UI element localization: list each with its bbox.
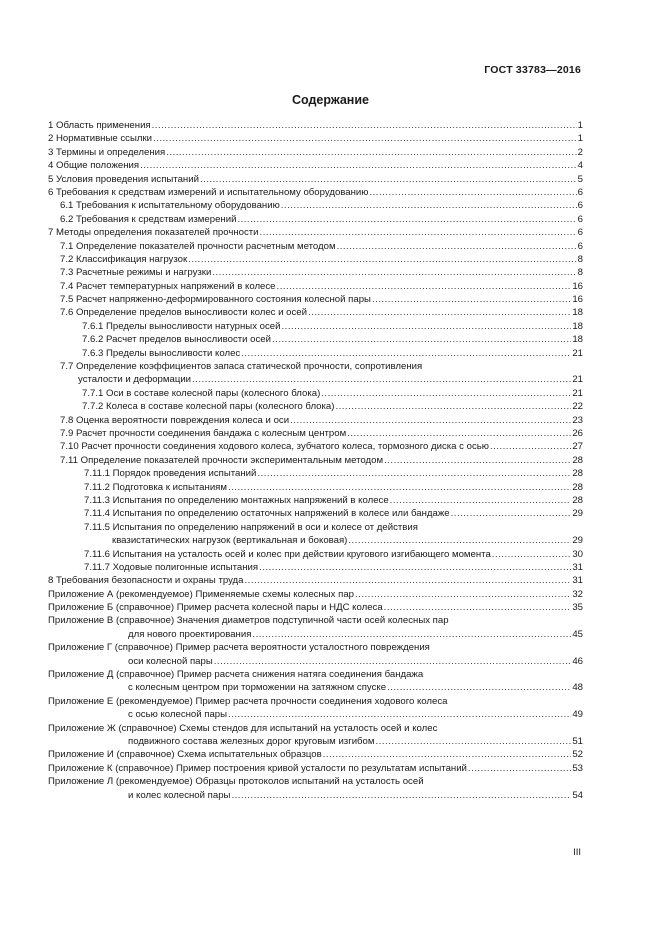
page-number: III [573, 847, 581, 858]
toc-entry-title: 7.1 Определение показателей прочности расчетным методом [60, 240, 336, 252]
toc-entry[interactable] [48, 548, 583, 561]
toc-leader-dots [166, 146, 576, 159]
toc-entry-title: квазистатических нагрузок (вертикальная и боковая) [112, 535, 348, 547]
toc-entry-page: 28 [572, 481, 583, 493]
toc-entry-page: 6 [577, 227, 583, 239]
toc-entry[interactable] [48, 119, 583, 132]
toc-entry[interactable] [48, 668, 583, 681]
toc-entry-title: 7.11.4 Испытания по определению остаточных напряжений в колесе или бандаже [84, 508, 450, 520]
toc-leader-dots [252, 628, 571, 641]
toc-entry-page: 2 [577, 146, 583, 158]
toc-entry-page: 51 [572, 735, 583, 747]
toc-entry[interactable] [48, 266, 583, 279]
toc-leader-dots [152, 119, 577, 132]
toc-leader-dots [192, 373, 571, 386]
toc-entry-page: 26 [572, 427, 583, 439]
toc-entry[interactable] [48, 534, 583, 547]
toc-entry[interactable] [48, 708, 583, 721]
toc-entry[interactable] [48, 240, 583, 253]
toc-entry-title: Приложение Б (справочное) Пример расчета колесной пары и НДС колеса [48, 602, 383, 614]
toc-entry-title: 7.3 Расчетные режимы и нагрузки [60, 267, 212, 279]
toc-leader-dots [384, 454, 571, 467]
toc-entry[interactable] [48, 320, 583, 333]
toc-leader-dots [384, 601, 572, 614]
toc-entry-page: 4 [577, 160, 583, 172]
toc-entry[interactable] [48, 306, 583, 319]
toc-entry-page: 1 [577, 133, 583, 145]
toc-entry-title: Приложение Ж (справочное) Схемы стендов для испытаний на усталость осей и колес [48, 722, 438, 734]
toc-entry-title: и колес колесной пары [128, 789, 231, 801]
toc-entry-page: 21 [572, 387, 583, 399]
toc-entry-page: 53 [572, 762, 583, 774]
toc-entry-title: 7.11.7 Ходовые полигонные испытания [84, 561, 259, 573]
toc-entry-page: 30 [572, 548, 583, 560]
toc-entry[interactable] [48, 467, 583, 480]
toc-leader-dots [387, 681, 571, 694]
toc-entry[interactable] [48, 146, 583, 159]
toc-entry-page: 48 [572, 682, 583, 694]
toc-entry-page: 28 [572, 468, 583, 480]
toc-leader-dots [337, 240, 577, 253]
toc-entry-title: 6.1 Требования к испытательному оборудованию [60, 200, 280, 212]
toc-entry-title: с колесным центром при торможении на затяжном спуске [128, 682, 387, 694]
toc-entry[interactable] [48, 360, 583, 373]
toc-entry-page: 16 [572, 294, 583, 306]
toc-entry[interactable] [48, 213, 583, 226]
toc-entry-page: 54 [572, 789, 583, 801]
table-of-contents [48, 119, 583, 802]
toc-leader-dots [335, 400, 571, 413]
toc-entry-title: 7.11.6 Испытания на усталость осей и колес при действии кругового изгибающего момента [84, 548, 491, 560]
toc-entry-title: Приложение И (справочное) Схема испытательных образцов [48, 749, 322, 761]
toc-entry-title: 7.11.1 Порядок проведения испытаний [84, 468, 257, 480]
toc-entry-title: Приложение Д (справочное) Пример расчета снижения натяга соединения бандажа [48, 669, 424, 681]
toc-entry[interactable] [48, 574, 583, 587]
toc-entry[interactable] [48, 427, 583, 440]
toc-leader-dots [153, 132, 577, 145]
toc-entry-title: 7.11.2 Подготовка к испытаниям [84, 481, 227, 493]
toc-entry-title: 7.9 Расчет прочности соединения бандажа с колесным центром [60, 427, 347, 439]
toc-leader-dots [390, 494, 572, 507]
toc-entry-title: 1 Область применения [48, 120, 151, 131]
toc-entry[interactable] [48, 253, 583, 266]
toc-entry-title: 7 Методы определения показателей прочности [48, 227, 259, 239]
toc-entry-page: 6 [577, 186, 583, 198]
toc-entry-page: 49 [572, 709, 583, 721]
toc-entry-title: 7.11.3 Испытания по определению монтажных напряжений в колесе [84, 494, 389, 506]
toc-entry-title: 7.7 Определение коэффициентов запаса статической прочности, сопротивления [60, 361, 423, 373]
toc-entry[interactable] [48, 186, 583, 199]
toc-entry[interactable] [48, 735, 583, 748]
toc-entry-title: Приложение В (справочное) Значения диаметров подступичной части осей колесных пар [48, 615, 449, 627]
toc-entry-title: с осью колесной пары [128, 709, 228, 721]
toc-entry-page: 35 [572, 602, 583, 614]
toc-entry-title: 7.6.3 Пределы выносливости колес [82, 347, 241, 359]
toc-entry-title: 7.6 Определение пределов выносливости колес и осей [60, 307, 307, 319]
toc-leader-dots [212, 266, 576, 279]
toc-leader-dots [260, 226, 577, 239]
toc-entry-title: 3 Термины и определения [48, 146, 166, 158]
toc-leader-dots [245, 574, 572, 587]
toc-entry-page: 18 [572, 320, 583, 332]
toc-entry-title: 7.7.1 Оси в составе колесной пары (колесного блока) [82, 387, 321, 399]
toc-entry-title: Приложение Г (справочное) Пример расчета вероятности усталостного повреждения [48, 642, 430, 654]
toc-entry-title: 2 Нормативные ссылки [48, 133, 153, 145]
toc-entry-title: 6 Требования к средствам измерений и испытательному оборудованию [48, 186, 369, 198]
toc-entry[interactable] [48, 280, 583, 293]
toc-entry-page: 45 [572, 628, 583, 640]
toc-entry-title: оси колесной пары [128, 655, 213, 667]
toc-entry[interactable] [48, 159, 583, 172]
toc-entry-page: 29 [572, 535, 583, 547]
toc-entry[interactable] [48, 762, 583, 775]
toc-entry-page: 23 [572, 414, 583, 426]
toc-entry-title: 5 Условия проведения испытаний [48, 173, 199, 185]
toc-entry-page: 21 [572, 374, 583, 386]
toc-entry[interactable] [48, 481, 583, 494]
toc-entry[interactable] [48, 655, 583, 668]
toc-entry-title: 7.5 Расчет напряженно-деформированного состояния колесной пары [60, 294, 371, 306]
toc-leader-dots [188, 253, 576, 266]
toc-leader-dots [308, 306, 571, 319]
toc-entry-title: 7.11 Определение показателей прочности экспериментальным методом [60, 454, 384, 466]
toc-entry[interactable] [48, 789, 583, 802]
toc-leader-dots [140, 159, 577, 172]
toc-entry[interactable] [48, 601, 583, 614]
toc-leader-dots [277, 280, 572, 293]
toc-leader-dots [321, 387, 571, 400]
toc-entry-page: 52 [572, 749, 583, 761]
toc-entry-title: 7.4 Расчет температурных напряжений в колесе [60, 280, 276, 292]
toc-leader-dots [372, 293, 571, 306]
toc-entry[interactable] [48, 494, 583, 507]
toc-entry-title: Приложение Е (рекомендуемое) Пример расчета прочности соединения ходового колеса [48, 695, 448, 707]
toc-entry[interactable] [48, 561, 583, 574]
toc-entry-title: 7.7.2 Колеса в составе колесной пары (колесного блока) [82, 401, 335, 413]
toc-entry-page: 31 [572, 575, 583, 587]
toc-leader-dots [241, 347, 571, 360]
toc-entry-page: 16 [572, 280, 583, 292]
toc-entry-title: усталости и деформации [78, 374, 192, 386]
toc-leader-dots [259, 561, 571, 574]
toc-entry-title: 7.2 Классификация нагрузок [60, 253, 188, 265]
toc-entry-page: 22 [572, 401, 583, 413]
toc-leader-dots [347, 427, 571, 440]
toc-entry-title: 7.6.2 Расчет пределов выносливости осей [82, 334, 272, 346]
toc-entry[interactable] [48, 775, 583, 788]
toc-entry[interactable] [48, 614, 583, 627]
toc-entry[interactable] [48, 695, 583, 708]
toc-entry-title: подвижного состава железных дорог круговым изгибом [128, 735, 375, 747]
toc-leader-dots [290, 414, 571, 427]
toc-entry[interactable] [48, 681, 583, 694]
toc-leader-dots [492, 548, 572, 561]
toc-leader-dots [348, 534, 571, 547]
toc-entry[interactable] [48, 588, 583, 601]
toc-leader-dots [214, 655, 572, 668]
toc-leader-dots [281, 320, 571, 333]
toc-entry[interactable] [48, 173, 583, 186]
toc-entry[interactable] [48, 373, 583, 386]
toc-leader-dots [228, 708, 571, 721]
toc-leader-dots [257, 467, 571, 480]
toc-entry-page: 21 [572, 347, 583, 359]
toc-entry-page: 28 [572, 454, 583, 466]
toc-entry-title: Приложение А (рекомендуемое) Применяемые схемы колесных пар [48, 588, 354, 600]
toc-entry[interactable] [48, 628, 583, 641]
toc-entry-page: 8 [577, 267, 583, 279]
toc-entry-page: 27 [572, 441, 583, 453]
toc-entry-title: 8 Требования безопасности и охраны труда [48, 575, 244, 587]
toc-entry-title: Приложение Л (рекомендуемое) Образцы протоколов испытаний на усталость осей [48, 776, 424, 788]
toc-entry-page: 32 [572, 588, 583, 600]
toc-leader-dots [231, 789, 571, 802]
toc-entry-title: 7.10 Расчет прочности соединения ходового колеса, зубчатого колеса, тормозного диска с осью [60, 441, 489, 453]
toc-entry[interactable] [48, 400, 583, 413]
toc-entry[interactable] [48, 414, 583, 427]
toc-leader-dots [468, 762, 571, 775]
toc-entry[interactable] [48, 293, 583, 306]
toc-entry[interactable] [48, 748, 583, 761]
toc-entry-page: 6 [577, 200, 583, 212]
toc-leader-dots [490, 440, 571, 453]
toc-entry-title: Приложение К (справочное) Пример построения кривой усталости по результатам испытаний [48, 762, 467, 774]
toc-leader-dots [237, 213, 576, 226]
toc-entry-page: 31 [572, 561, 583, 573]
toc-entry[interactable] [48, 226, 583, 239]
toc-entry[interactable] [48, 387, 583, 400]
toc-leader-dots [323, 748, 572, 761]
toc-entry[interactable] [48, 333, 583, 346]
toc-entry-page: 1 [577, 120, 583, 131]
toc-entry[interactable] [48, 347, 583, 360]
toc-entry-page: 6 [577, 213, 583, 225]
toc-leader-dots [272, 333, 571, 346]
toc-entry-title: 6.2 Требования к средствам измерений [60, 213, 237, 225]
toc-entry-page: 8 [577, 253, 583, 265]
toc-entry[interactable] [48, 440, 583, 453]
toc-entry-page: 29 [572, 508, 583, 520]
toc-entry[interactable] [48, 454, 583, 467]
toc-leader-dots [369, 186, 576, 199]
toc-entry-title: 4 Общие положения [48, 160, 140, 172]
toc-entry[interactable] [48, 507, 583, 520]
toc-entry[interactable] [48, 641, 583, 654]
toc-entry-page: 28 [572, 494, 583, 506]
toc-leader-dots [451, 507, 572, 520]
toc-entry[interactable] [48, 722, 583, 735]
toc-entry-title: 7.8 Оценка вероятности повреждения колеса и оси [60, 414, 290, 426]
toc-entry-page: 5 [577, 173, 583, 185]
toc-leader-dots [376, 735, 572, 748]
toc-entry-title: 7.6.1 Пределы выносливости натурных осей [82, 320, 281, 332]
toc-leader-dots [200, 173, 577, 186]
toc-leader-dots [281, 199, 577, 212]
toc-entry-page: 18 [572, 307, 583, 319]
toc-leader-dots [355, 588, 571, 601]
toc-entry[interactable] [48, 132, 583, 145]
standard-header: ГОСТ 33783—2016 [484, 64, 581, 76]
toc-leader-dots [228, 481, 571, 494]
toc-entry-page: 6 [577, 240, 583, 252]
toc-entry-page: 18 [572, 334, 583, 346]
page-title: Содержание [291, 93, 369, 107]
toc-entry-page: 46 [572, 655, 583, 667]
toc-entry-title: для нового проектирования [128, 628, 252, 640]
toc-entry-title: 7.11.5 Испытания по определению напряжений в оси и колесе от действия [84, 521, 418, 533]
toc-entry[interactable] [48, 521, 583, 534]
toc-entry[interactable] [48, 199, 583, 212]
